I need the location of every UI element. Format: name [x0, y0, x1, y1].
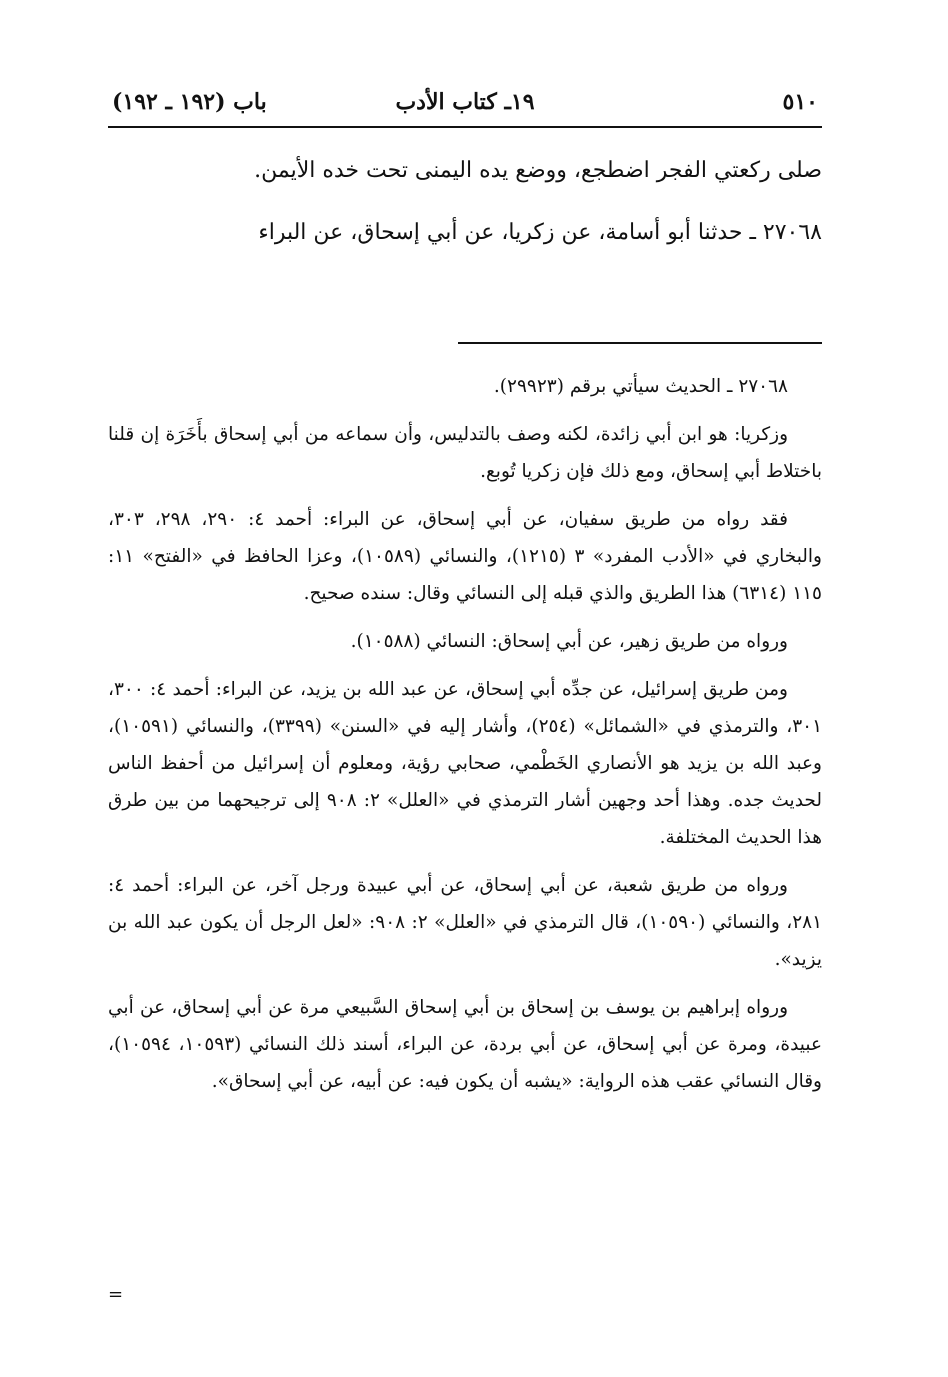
chapter-range: باب (١٩٢ ـ ١٩٢): [112, 89, 267, 115]
footnote-paragraph: ٢٧٠٦٨ ـ الحديث سيأتي برقم (٢٩٩٢٣).: [493, 376, 788, 397]
footnote-paragraph: ورواه إبراهيم بن يوسف بن إسحاق بن أبي إسحاق السَّبيعي مرة عن أبي إسحاق، عن أبي عبيدة، ومرة عن أبي إسحاق، عن أبي بردة، عن البراء، أسند ذلك النسائي (١٠٥٩٣، ١٠٥٩٤)، وقال النسائي عقب هذه الرواية: «يشبه أن يكون فيه: عن أبيه، عن أبي إسحاق».: [108, 997, 822, 1092]
footnote-paragraph: وزكريا: هو ابن أبي زائدة، لكنه وصف بالتدليس، وأن سماعه من أبي إسحاق بأَخَرَة إن قلنا باختلاط أبي إسحاق، ومع ذلك فإن زكريا تُوبع.: [108, 424, 822, 482]
main-text: [108, 152, 822, 252]
footnote-divider: [458, 342, 822, 344]
continuation-mark: =: [108, 1284, 124, 1305]
book-page: [108, 80, 822, 1310]
main-line: صلى ركعتي الفجر اضطجع، ووضع يده اليمنى تحت خده الأيمن.: [254, 158, 822, 183]
hadith-line: ٢٧٠٦٨ ـ حدثنا أبو أسامة، عن زكريا، عن أبي إسحاق، عن البراء: [258, 220, 822, 245]
footnote-paragraph: ورواه من طريق زهير، عن أبي إسحاق: النسائي (١٠٥٨٨).: [350, 631, 788, 652]
footnote-paragraph: ومن طريق إسرائيل، عن جدِّه أبي إسحاق، عن عبد الله بن يزيد، عن البراء: أحمد ٤: ٣٠٠، ٣٠١، والترمذي في «الشمائل» (٢٥٤)، وأشار إليه في «السنن» (٣٣٩٩)، والنسائي (١٠٥٩١)، وعبد الله بن يزيد هو الأنصاري الخَطْمي، صحابي رؤية، ومعلوم أن إسرائيل من أحفظ الناس لحديث جده. وهذا أحد وجهين أشار الترمذي في «العلل» ٢: ٩٠٨ إلى ترجيحهما من بين طرق هذا الحديث المختلفة.: [108, 679, 823, 848]
page-header: [108, 80, 822, 128]
footnotes: [108, 368, 822, 1111]
footnote-paragraph: فقد رواه من طريق سفيان، عن أبي إسحاق، عن البراء: أحمد ٤: ٢٩٠، ٢٩٨، ٣٠٣، والبخاري في «الأدب المفرد» ٣ (١٢١٥)، والنسائي (١٠٥٨٩)، وعزا الحافظ في «الفتح» ١١: ١١٥ (٦٣١٤) هذا الطريق والذي قبله إلى النسائي وقال: سنده صحيح.: [108, 509, 822, 604]
footnote-paragraph: ورواه من طريق شعبة، عن أبي إسحاق، عن أبي عبيدة ورجل آخر، عن البراء: أحمد ٤: ٢٨١، والنسائي (١٠٥٩٠)، قال الترمذي في «العلل» ٢: ٩٠٨: «لعل الرجل أن يكون عبد الله بن يزيد».: [108, 875, 823, 970]
book-title: ١٩ـ كتاب الأدب: [395, 89, 535, 115]
page-number: ٥١٠: [782, 89, 818, 115]
